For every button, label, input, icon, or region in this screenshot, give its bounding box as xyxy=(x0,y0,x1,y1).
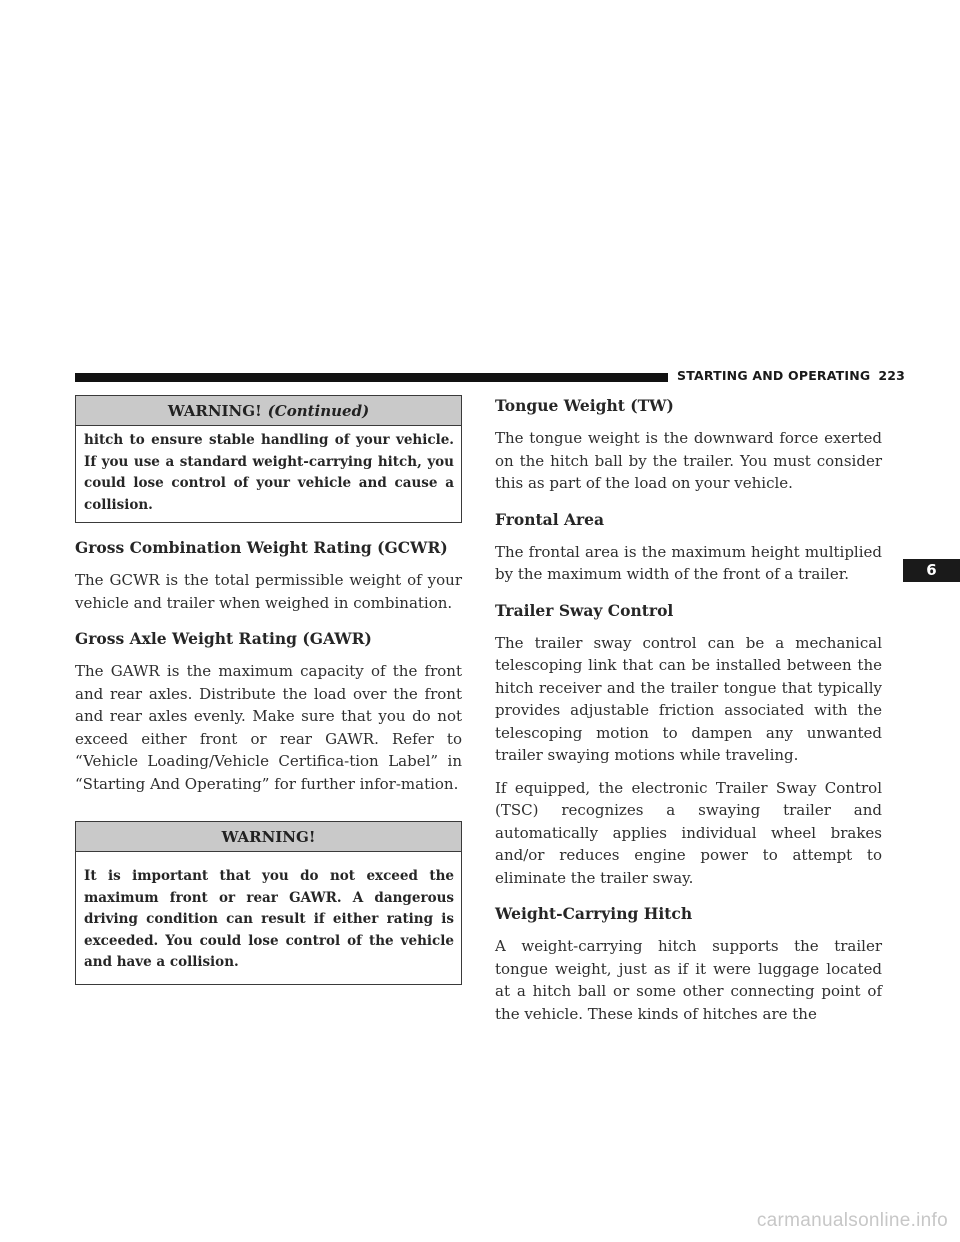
warning-continued-body: hitch to ensure stable handling of your vehicle. If you use a standard weight-carrying hitch, you could lose control of your vehicle and cause a collision. xyxy=(84,432,454,513)
weight-carrying-hitch-heading: Weight-Carrying Hitch xyxy=(495,904,693,923)
warning-continued-box xyxy=(75,395,462,523)
right-column xyxy=(495,395,882,1025)
header-rule xyxy=(75,373,668,382)
watermark: carmanualsonline.info xyxy=(756,1210,948,1231)
chapter-tab: 6 xyxy=(903,559,960,582)
trailer-sway-text-2: If equipped, the electronic Trailer Sway Control (TSC) recognizes a swaying trailer and automatically applies individual wheel brakes and/or reduces engine power to attempt to eliminate the trailer sway. xyxy=(495,778,882,887)
continued-label: (Continued) xyxy=(267,402,370,420)
gawr-heading: Gross Axle Weight Rating (GAWR) xyxy=(75,629,372,648)
trailer-sway-text-1: The trailer sway control can be a mechanical telescoping link that can be installed between the hitch receiver and the trailer tongue that typically provides adjustable friction associated with the telescoping motion to dampen any unwanted trailer swaying motions while traveling. xyxy=(495,633,882,764)
tongue-weight-text: The tongue weight is the downward force exerted on the hitch ball by the trailer. You must consider this as part of the load on your vehicle. xyxy=(495,429,882,492)
warning-box xyxy=(75,821,462,985)
gawr-text: The GAWR is the maximum capacity of the front and rear axles. Distribute the load over the front and rear axles evenly. Make sure that you do not exceed either front or rear GAWR. Refer to “Vehicle Loading/Vehicle Certifica-tion Label” in “Starting And Operating” for further infor-mation. xyxy=(75,662,462,793)
weight-carrying-hitch-text: A weight-carrying hitch supports the trailer tongue weight, just as if it were luggage located at a hitch ball or some other connecting point of the vehicle. These kinds of hitches are the xyxy=(495,937,882,1023)
warning-body: It is important that you do not exceed the maximum front or rear GAWR. A dangerous driving condition can result if either rating is exceeded. You could lose control of the vehicle and have a collision. xyxy=(84,868,454,970)
frontal-area-heading: Frontal Area xyxy=(495,509,605,529)
warning-continued-header xyxy=(76,396,461,426)
frontal-area-text: The frontal area is the maximum height multiplied by the maximum width of the front of a trailer. xyxy=(495,542,882,583)
left-column xyxy=(75,395,462,985)
page-number: 223 xyxy=(878,368,906,383)
section-title: STARTING AND OPERATING xyxy=(677,368,871,383)
warning-title: WARNING! xyxy=(167,402,262,420)
gcwr-heading: Gross Combination Weight Rating (GCWR) xyxy=(75,538,448,557)
tongue-weight-heading: Tongue Weight (TW) xyxy=(495,396,674,415)
running-header xyxy=(677,368,905,383)
warning-header: WARNING! xyxy=(76,822,461,852)
gcwr-text: The GCWR is the total permissible weight of your vehicle and trailer when weighed in combination. xyxy=(75,571,462,612)
trailer-sway-heading: Trailer Sway Control xyxy=(495,600,674,620)
